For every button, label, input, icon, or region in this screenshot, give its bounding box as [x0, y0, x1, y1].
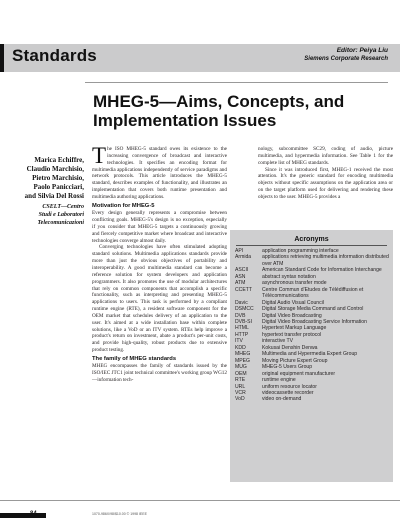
- footer-rule: [0, 500, 400, 501]
- acronym-abbr: ATM: [235, 280, 246, 287]
- acronym-definition: American Standard Code for Information Interchange: [262, 267, 382, 274]
- acronym-abbr: HTML: [235, 325, 249, 332]
- article-title: MHEG-5—Aims, Concepts, and Implementation Issues: [93, 92, 345, 130]
- author-name: Claudio Marchisio,: [26, 165, 84, 173]
- editor-block: [304, 47, 388, 63]
- acronym-abbr: ITV: [235, 338, 243, 345]
- author-name: Paolo Panicciari,: [33, 183, 84, 191]
- acronym-abbr: DVB: [235, 312, 246, 319]
- acronym-abbr: MHEG: [235, 351, 251, 358]
- acronym-definition: MHEG-5 Users Group: [262, 364, 313, 371]
- acronym-definition: Digital Video Broadcasting: [262, 312, 322, 319]
- acronym-definition: Kokusai Denshin Denwa: [262, 344, 318, 351]
- acronym-row: [235, 287, 390, 300]
- acronym-abbr: ASCII: [235, 267, 249, 274]
- acronym-abbr: RTE: [235, 377, 246, 384]
- editor-affiliation: Siemens Corporate Research: [304, 56, 388, 62]
- acronym-definition: interactive TV: [262, 338, 294, 345]
- acronym-abbr: API: [235, 248, 244, 254]
- author-list: [4, 156, 84, 201]
- acronym-abbr: MUG: [235, 364, 247, 371]
- affiliation-line: Studi e Laboratori: [38, 212, 84, 218]
- affiliation-line: CSELT—Centro: [42, 204, 84, 210]
- issn-line: 1070-986X/98/$10.00 © 1998 IEEE: [92, 512, 147, 516]
- acronym-abbr: DVB-SI: [235, 318, 252, 325]
- acronym-definition: Hypertext Markup Language: [262, 325, 327, 332]
- acronym-definition: original equipment manufacturer: [262, 370, 336, 377]
- intro-text: he ISO MHEG-5 standard owes its existence to the increasing convergence of broadcast and interactive technologies. It specifies an encoding format for multimedia applications independently of service paradigms and network protocols. This article introduces the MHEG-5 standard, describes examples of functionality, and illustrates an implementation that covers both runtime presentation and multimedia authoring applications.: [92, 146, 227, 200]
- acronym-definition: Digital Video Broadcasting Service Information: [262, 318, 367, 325]
- editor-name: Editor: Peiya Liu: [336, 47, 388, 54]
- acronym-definition: video on-demand: [262, 396, 302, 403]
- acronym-definition: Digital Storage Media Command and Control: [262, 306, 364, 313]
- acronym-definition: Digital Audio Visual Council: [262, 299, 324, 306]
- section-heading: The family of MHEG standards: [92, 355, 177, 362]
- acronym-abbr: DSMCC: [235, 306, 254, 313]
- acronyms-sidebar: [230, 230, 393, 482]
- drop-cap: T: [92, 143, 107, 168]
- body-paragraph: Since it was introduced first, MHEG-1 received the most attention. It's the generic standard for encoding multimedia objects without specific assumptions on the application area or on the target platform used for delivering and rendering these objects to the user. MHEG-5 provides a: [258, 166, 393, 200]
- acronym-definition: Centre Commun d'Etudes de Télédiffusion et Télécommunications: [262, 286, 364, 300]
- acronym-definition: hypertext transfer protocol: [262, 331, 322, 338]
- acronym-abbr: Armida: [235, 254, 252, 261]
- acronym-definition: videocassette recorder: [262, 389, 314, 396]
- author-name: and Silvia Del Rossi: [24, 192, 84, 200]
- acronym-definition: application programming interface: [262, 248, 339, 254]
- affiliation-line: Telecomunicazioni: [37, 220, 84, 226]
- header-accent-bar: [0, 44, 4, 72]
- body-paragraph: Every design generally represents a compromise between conflicting goals. MHEG-5's design is no exception, especially if you consider that MHEG-5 targets a continuously growing and fiercely competitive market where broadcast and interactive technologies converge almost daily.: [92, 210, 227, 244]
- section-heading: Motivation for MHEG-5: [92, 202, 155, 209]
- acronym-definition: Multimedia and Hypermedia Expert Group: [262, 351, 358, 358]
- author-affiliation: [4, 203, 84, 227]
- acronym-abbr: URL: [235, 383, 246, 390]
- author-name: Marica Echiffre,: [34, 156, 84, 164]
- page-number-bar: [0, 513, 46, 518]
- acronym-definition: applications retrieving multimedia information distributed over ATM: [262, 254, 389, 267]
- acronyms-title: Acronyms: [294, 236, 329, 243]
- acronym-abbr: HTTP: [235, 331, 249, 338]
- acronyms-list: [235, 248, 390, 403]
- acronym-abbr: Davic: [235, 299, 248, 306]
- acronyms-rule: [236, 245, 387, 246]
- acronym-abbr: MPEG: [235, 357, 251, 364]
- intro-paragraph: [92, 143, 227, 201]
- body-paragraph: MHEG encompasses the family of standards issued by the ISO/IEC JTC1 joint technical committee's working group WG12—information tech-: [92, 363, 227, 384]
- header-rule: [85, 82, 388, 83]
- acronym-row: [235, 254, 390, 267]
- body-column-1: [92, 143, 227, 384]
- acronym-abbr: VCR: [235, 389, 246, 396]
- acronym-abbr: OEM: [235, 370, 247, 377]
- acronym-definition: Moving Picture Expert Group: [262, 357, 328, 364]
- acronym-definition: uniform resource locator: [262, 383, 317, 390]
- acronym-abbr: VoD: [235, 396, 245, 403]
- acronym-abbr: ASN: [235, 273, 246, 280]
- acronym-definition: abstract syntax notation: [262, 273, 316, 280]
- acronym-row: [235, 396, 390, 402]
- acronym-abbr: CCETT: [235, 286, 252, 293]
- section-label: Standards: [12, 46, 97, 65]
- author-name: Pietro Marchisio,: [32, 174, 84, 182]
- acronym-definition: runtime engine: [262, 377, 296, 384]
- page-number: 84: [30, 511, 37, 517]
- acronym-abbr: KDD: [235, 344, 246, 351]
- acronym-definition: asynchronous transfer mode: [262, 280, 327, 287]
- body-column-2: [258, 146, 393, 201]
- body-paragraph: nology, subcommittee SC29, coding of audio, picture multimedia, and hypermedia information. See Table 1 for the complete list of MHEG standards.: [258, 146, 393, 166]
- body-paragraph: Converging technologies have often stimulated adopting standard solutions. Multimedia applications standards provide more than just the obvious objectives of portability and interoperability. A good multimedia standard can become a reference solution for system developers and application programmers. It also promotes the use of modular architectures that rely on common components that accomplish a specific functionality, such as interpreting and presenting MHEG-5 applications to users. This task is performed by a compliant runtime engine (RTE), a resident software component for the OEM market that schedules delivery of an application to the user. It's aimed at a wide installation base within complete solutions, like a VoD or an ITV system. RTEs help improve a product's return on investment, abate a product's per-unit costs, and provide high-quality, robust products due to extensive product testing.: [92, 244, 227, 354]
